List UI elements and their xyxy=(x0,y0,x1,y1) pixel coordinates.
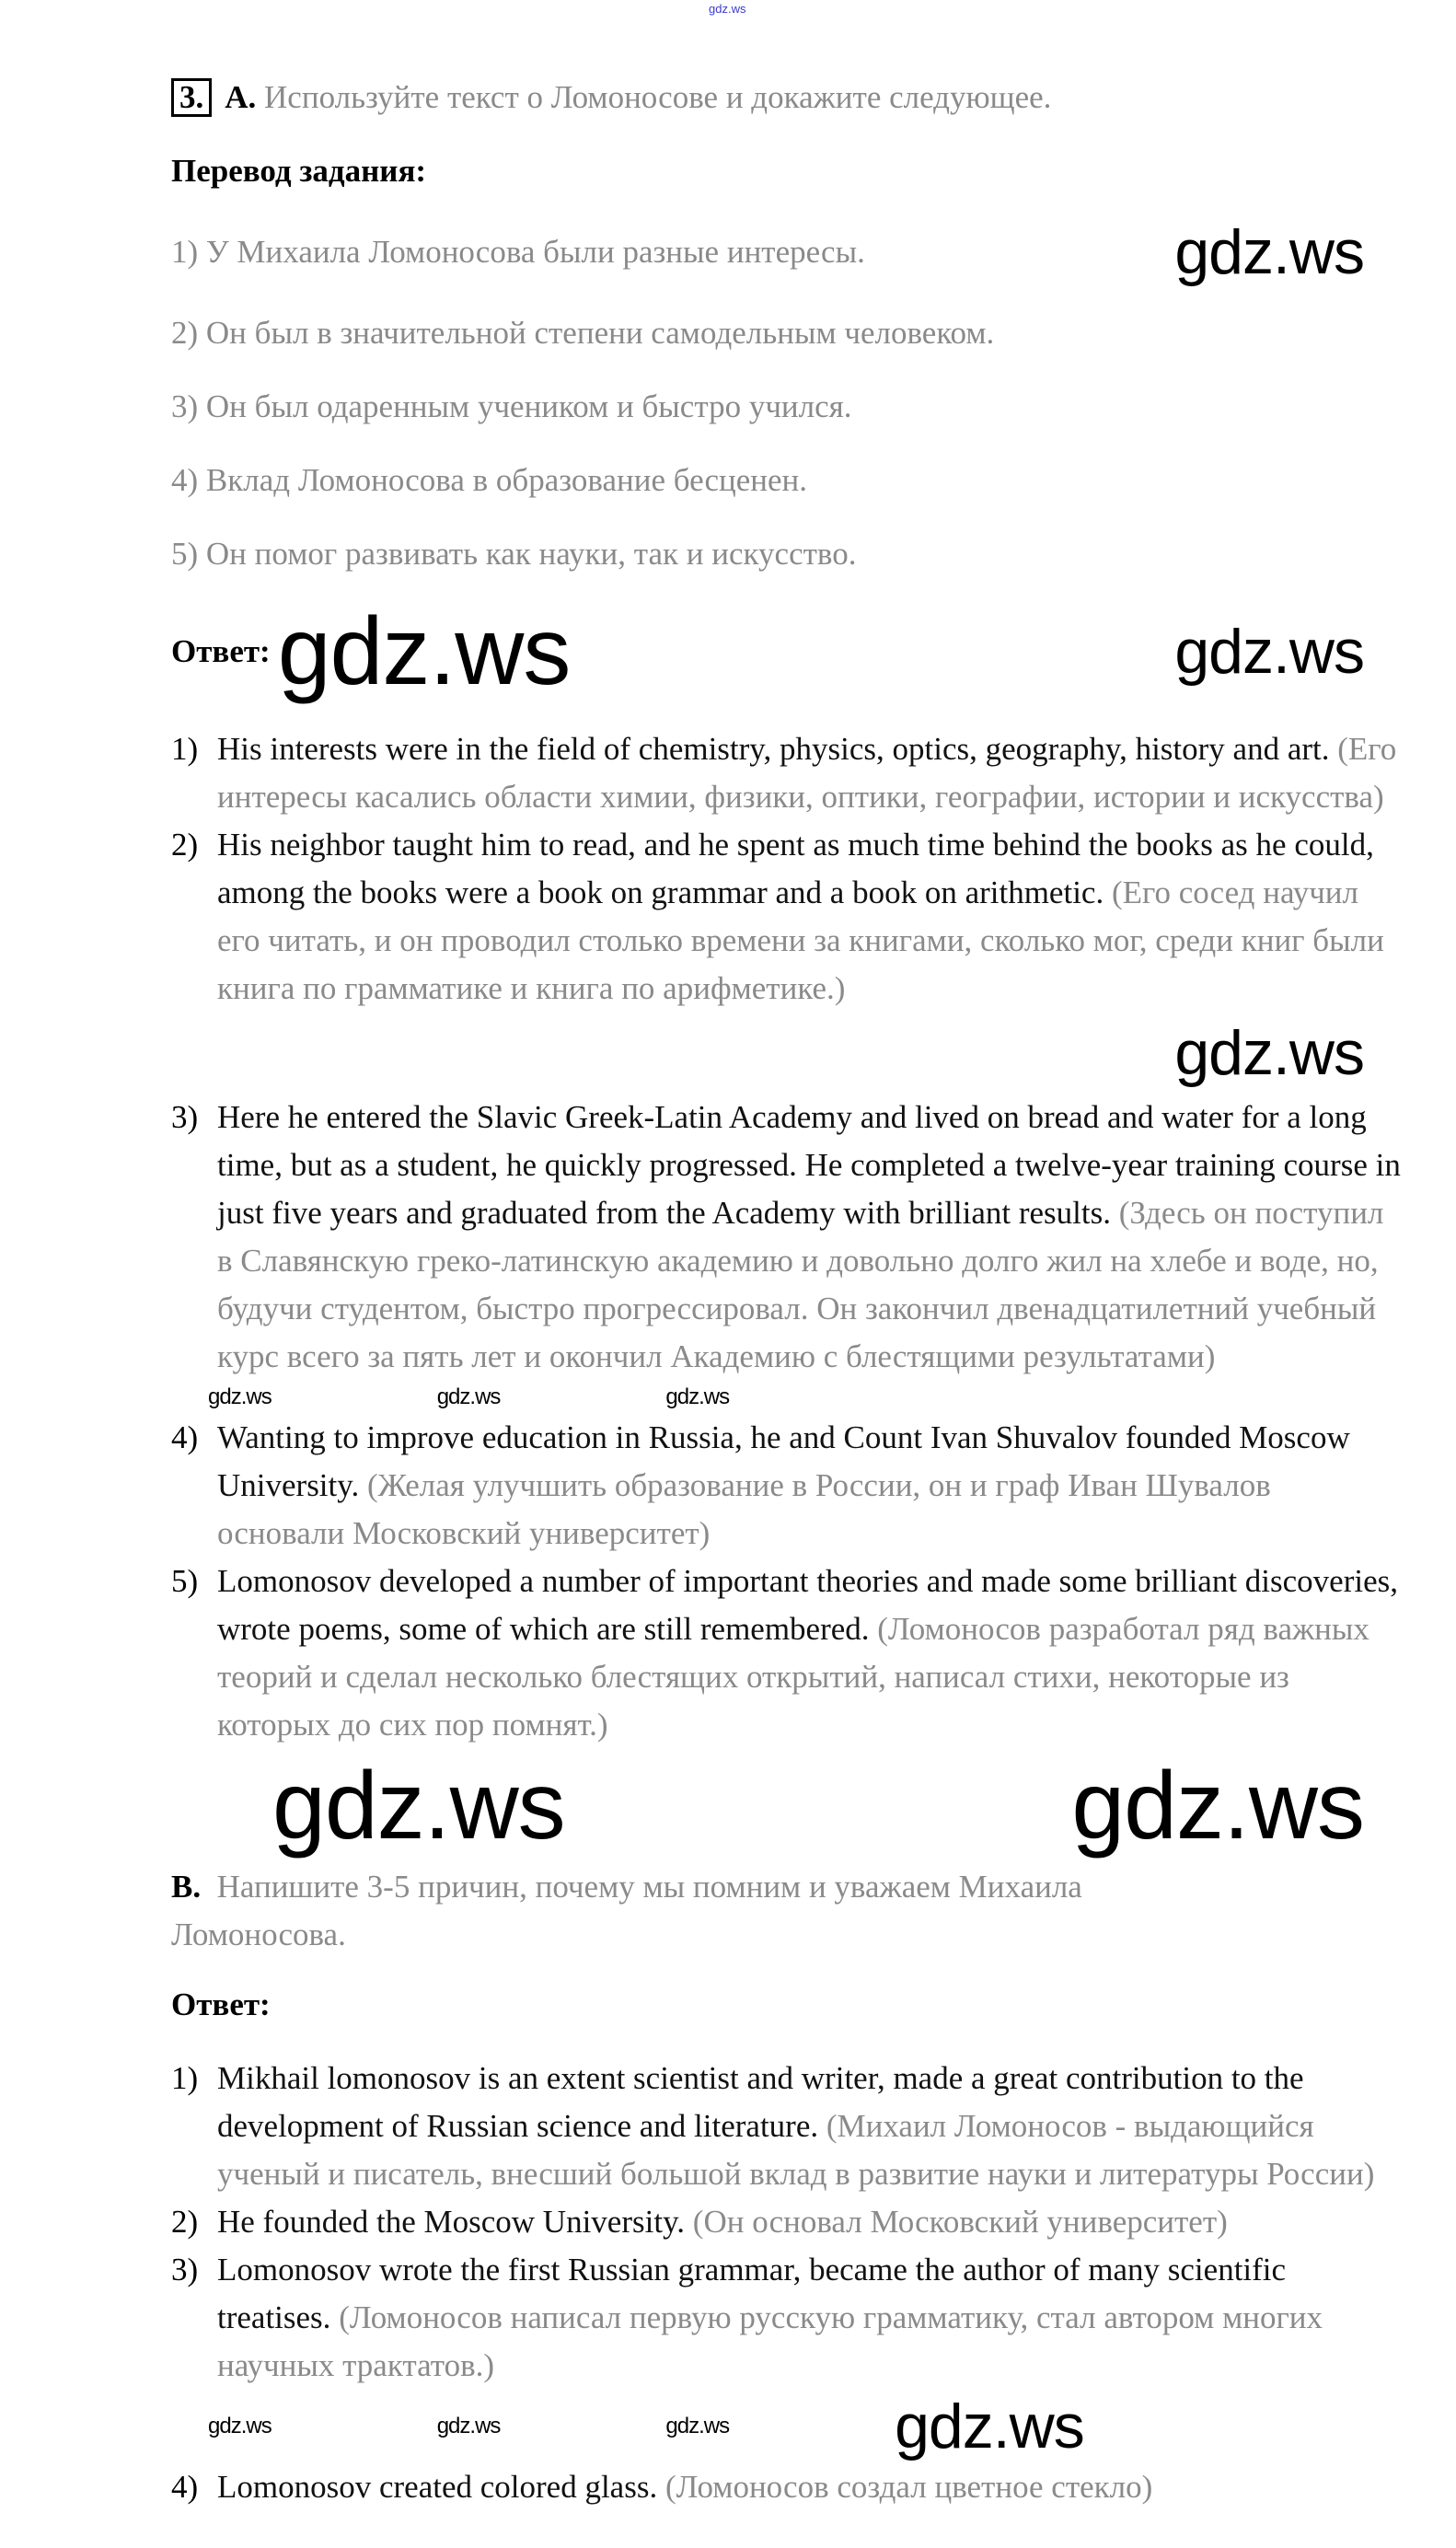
translation-item: 5) Он помог развивать как науки, так и искусство. xyxy=(171,536,857,572)
answer-item xyxy=(171,1094,1419,1381)
watermark: gdz.ws xyxy=(1174,217,1364,287)
item-number: 1) xyxy=(171,2060,199,2096)
item-number: 2) xyxy=(171,2204,199,2240)
answer-item xyxy=(171,2055,1419,2198)
answer-en: He founded the Moscow University. xyxy=(217,2204,686,2240)
translation-heading: Перевод задания: xyxy=(171,153,427,189)
task-b-part: B. xyxy=(171,1869,202,1905)
answer-ru: (Его интересы касались области химии, физики, оптики, географии, истории и искусства) xyxy=(217,731,1397,815)
task-number: 3. xyxy=(171,78,212,117)
answer-item xyxy=(171,821,1419,1013)
answer-item xyxy=(171,1414,1419,1558)
answer-en: Here he entered the Slavic Greek-Latin Academy and lived on bread and water for a long time, but as a student, he quickly progressed. He completed a twelve-year training course in just five years and graduated from the Academy with brilliant results. xyxy=(217,1099,1401,1231)
item-number: 1) xyxy=(171,731,199,767)
item-number: 4) xyxy=(171,1419,199,1455)
answer-item xyxy=(171,2246,1419,2390)
translation-item: 1) У Михаила Ломоносова были разные интересы. xyxy=(171,234,865,270)
watermark: gdz.ws xyxy=(665,1384,730,1409)
answer-ru: (Здесь он поступил в Славянскую греко-латинскую академию и довольно долго жил на хлебе и воде, но, будучи студентом, быстро прогрессировал. Он закончил двенадцатилетний учебный курс всего за пять лет и окончил Академию с блестящими результатами) xyxy=(217,1195,1384,1374)
answer-ru: (Михаил Ломоносов - выдающийся ученый и писатель, внесший большой вклад в развитие науки и литературы России) xyxy=(217,2108,1375,2192)
watermark-row xyxy=(171,2390,1419,2463)
answer-en: His neighbor taught him to read, and he spent as much time behind the books as he could, among the books were a book on grammar and a book on arithmetic. xyxy=(217,827,1374,910)
watermark: gdz.ws xyxy=(1174,1018,1364,1088)
answer-item xyxy=(171,2198,1419,2246)
answer-en: Mikhail lomonosov is an extent scientist and writer, made a great contribution to the development of Russian science and literature. xyxy=(217,2060,1304,2144)
answer-ru: (Он основал Московский университет) xyxy=(692,2204,1228,2240)
answer-en: Lomonosov wrote the first Russian grammar, became the author of many scientific treatises. xyxy=(217,2252,1287,2335)
item-number: 3) xyxy=(171,2252,199,2287)
answer-a-heading-row xyxy=(171,598,1419,705)
watermark: gdz.ws xyxy=(208,2414,272,2438)
watermark: gdz.ws xyxy=(272,1753,565,1859)
task-b xyxy=(171,1863,1419,1959)
watermark-row xyxy=(171,1013,1419,1094)
watermark: gdz.ws xyxy=(436,2414,501,2438)
answer-ru: (Ломоносов создал цветное стекло) xyxy=(664,2469,1153,2505)
answer-item xyxy=(171,1558,1419,1749)
answer-b-heading: Ответ: xyxy=(171,1986,271,2022)
item-number: 3) xyxy=(171,1099,199,1135)
watermark: gdz.ws xyxy=(277,598,571,705)
watermark-row xyxy=(171,1381,1419,1414)
item-number: 5) xyxy=(171,1563,199,1599)
watermark: gdz.ws xyxy=(1174,617,1364,687)
task-a-title xyxy=(171,74,1419,122)
answer-en: Lomonosov developed a number of important theories and made some brilliant discoveries, wrote poems, some of which are still remembered. xyxy=(217,1563,1399,1647)
answer-ru: (Его сосед научил его читать, и он проводил столько времени за книгами, сколько мог, среди книг были книга по грамматике и книга по арифметике.) xyxy=(217,874,1384,1006)
answer-ru: (Ломоносов разработал ряд важных теорий и сделал несколько блестящих открытий, написал стихи, некоторые из которых до сих пор помнят.) xyxy=(217,1611,1369,1743)
translation-row xyxy=(171,217,1419,287)
watermark: gdz.ws xyxy=(665,2414,730,2438)
task-part: А. xyxy=(225,79,257,115)
task-b-text: Напишите 3-5 причин, почему мы помним и уважаем Михаила Ломоносова. xyxy=(171,1869,1082,1952)
translation-item: 2) Он был в значительной степени самодельным человеком. xyxy=(171,315,995,351)
watermark: gdz.ws xyxy=(1071,1753,1364,1859)
answer-item xyxy=(171,725,1419,821)
watermark: gdz.ws xyxy=(436,1384,501,1409)
answer-a-heading: Ответ: xyxy=(171,633,271,669)
answer-en: His interests were in the field of chemistry, physics, optics, geography, history and art. xyxy=(217,731,1330,767)
item-number: 2) xyxy=(171,827,199,863)
answer-item xyxy=(171,2463,1419,2511)
answer-en: Lomonosov created colored glass. xyxy=(217,2469,658,2505)
task-text: Используйте текст о Ломоносове и докажите следующее. xyxy=(264,79,1052,115)
translation-item: 4) Вклад Ломоносова в образование бесценен. xyxy=(171,462,808,498)
answer-ru: (Желая улучшить образование в России, он и граф Иван Шувалов основали Московский университет) xyxy=(217,1467,1271,1551)
header-watermark: gdz.ws xyxy=(709,2,746,16)
answer-ru: (Ломоносов написал первую русскую грамматику, стал автором многих научных трактатов.) xyxy=(217,2299,1323,2383)
translation-item: 3) Он был одаренным учеником и быстро учился. xyxy=(171,388,852,424)
item-number: 4) xyxy=(171,2469,199,2505)
answer-en: Wanting to improve education in Russia, he and Count Ivan Shuvalov founded Moscow University. xyxy=(217,1419,1350,1503)
watermark: gdz.ws xyxy=(895,2392,1084,2461)
watermark: gdz.ws xyxy=(208,1384,272,1409)
watermark-row xyxy=(171,1749,1419,1863)
